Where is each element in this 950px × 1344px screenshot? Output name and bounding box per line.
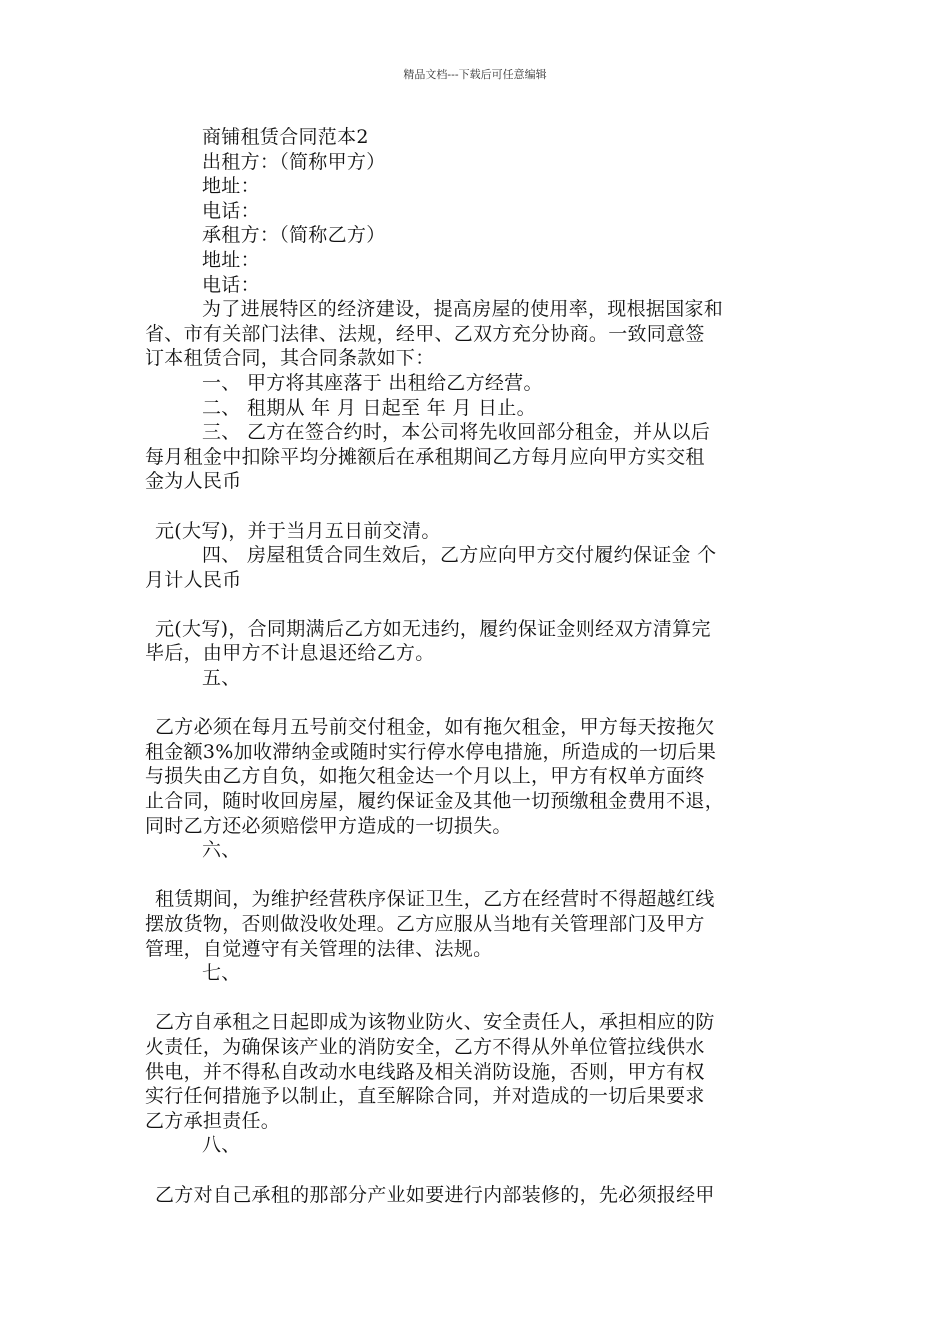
clause-6-line: 摆放货物，否则做没收处理。乙方应服从当地有关管理部门及甲方: [145, 913, 705, 935]
clause-4-line: 月计人民币: [145, 568, 242, 591]
clause-4-line: 毕后，由甲方不计息退还给乙方。: [145, 642, 435, 665]
clause-6-title: 六、: [202, 839, 241, 862]
clause-7-line: 供电，并不得私自改动水电线路及相关消防设施，否则，甲方有权: [145, 1060, 705, 1083]
clause-6-line: 租赁期间，为维护经营秩序保证卫生，乙方在经营时不得超越红线: [155, 888, 715, 911]
clause-3-line: 元(大写)，并于当月五日前交清。: [155, 519, 441, 542]
clause-8-title: 八、: [202, 1134, 241, 1157]
document-title: 商铺租赁合同范本2: [202, 126, 369, 148]
clause-6-line: 管理，自觉遵守有关管理的法律、法规。: [145, 937, 493, 960]
clause-3-line: 金为人民币: [145, 470, 242, 493]
clause-7-title: 七、: [202, 962, 241, 985]
page-header: 精品文档---下载后可任意编辑: [403, 68, 547, 81]
clause-7-line: 乙方承担责任。: [145, 1109, 281, 1132]
lessor-line: 出租方：（简称甲方）: [202, 150, 386, 173]
lessee-address: 地址：: [202, 248, 260, 271]
clause-4-line: 四、 房屋租赁合同生效后，乙方应向甲方交付履约保证金 个: [202, 544, 717, 567]
lessee-phone: 电话：: [202, 273, 260, 296]
clause-5-line: 租金额3%加收滞纳金或随时实行停水停电措施，所造成的一切后果: [145, 740, 717, 763]
clause-5-line: 同时乙方还必须赔偿甲方造成的一切损失。: [145, 814, 512, 837]
clause-7-line: 乙方自承租之日起即成为该物业防火、安全责任人，承担相应的防: [155, 1011, 715, 1034]
intro-line: 省、市有关部门法律、法规，经甲、乙双方充分协商。一致同意签: [145, 322, 705, 345]
clause-5-line: 与损失由乙方自负，如拖欠租金达一个月以上，甲方有权单方面终: [145, 765, 705, 788]
intro-line: 订本租赁合同，其合同条款如下：: [145, 347, 435, 370]
clause-5-title: 五、: [202, 667, 241, 690]
clause-2: 二、 租期从 年 月 日起至 年 月 日止。: [202, 396, 536, 419]
clause-5-line: 乙方必须在每月五号前交付租金，如有拖欠租金，甲方每天按拖欠: [155, 716, 715, 739]
lessor-address: 地址：: [202, 175, 260, 198]
clause-1: 一、 甲方将其座落于 出租给乙方经营。: [202, 371, 543, 394]
intro-line: 为了进展特区的经济建设，提高房屋的使用率，现根据国家和: [202, 298, 724, 321]
clause-3-line: 每月租金中扣除平均分摊额后在承租期间乙方每月应向甲方实交租: [145, 445, 705, 468]
clause-3-line: 三、 乙方在签合约时，本公司将先收回部分租金，并从以后: [202, 421, 711, 444]
clause-4-line: 元(大写)，合同期满后乙方如无违约，履约保证金则经双方清算完: [155, 617, 711, 640]
clause-5-line: 止合同，随时收回房屋，履约保证金及其他一切预缴租金费用不退，: [145, 790, 725, 813]
clause-7-line: 实行任何措施予以制止，直至解除合同，并对造成的一切后果要求: [145, 1085, 705, 1108]
lessor-phone: 电话：: [202, 199, 260, 222]
clause-7-line: 火责任，为确保该产业的消防安全，乙方不得从外单位管拉线供水: [145, 1035, 705, 1058]
lessee-line: 承租方：（简称乙方）: [202, 224, 386, 247]
clause-8-line: 乙方对自己承租的那部分产业如要进行内部装修的，先必须报经甲: [155, 1183, 715, 1206]
document-body: [145, 125, 835, 1207]
